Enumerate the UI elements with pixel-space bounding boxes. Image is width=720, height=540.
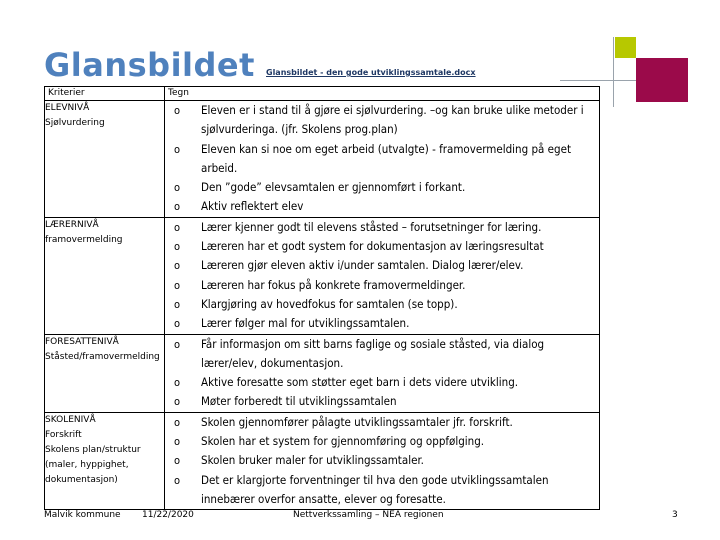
bullet-icon: o bbox=[174, 415, 181, 429]
sign-item bbox=[165, 413, 599, 432]
sign-item bbox=[165, 197, 599, 216]
sign-item bbox=[165, 256, 599, 275]
sign-item bbox=[165, 471, 599, 510]
criteria-line: FORESATTENIVÅ bbox=[45, 336, 119, 347]
bullet-icon: o bbox=[174, 376, 181, 390]
sign-item bbox=[165, 178, 599, 197]
table-row bbox=[45, 217, 600, 334]
signs-list bbox=[165, 335, 599, 412]
sign-item bbox=[165, 432, 599, 451]
criteria-cell bbox=[45, 412, 165, 509]
decor-green-square bbox=[615, 37, 636, 58]
bullet-icon: o bbox=[174, 220, 181, 234]
decor-purple-square bbox=[636, 58, 688, 102]
sign-item bbox=[165, 392, 599, 411]
bullet-icon: o bbox=[174, 259, 181, 273]
bullet-icon: o bbox=[174, 454, 181, 468]
sign-item bbox=[165, 218, 599, 237]
sign-text: Lærer følger mal for utviklingssamtalen. bbox=[201, 316, 410, 331]
sign-text: Eleven er i stand til å gjøre ei sjølvurdering. –og kan bruke ulike metoder i sjølvurderinga. (jfr. Skolens prog.plan) bbox=[201, 103, 584, 137]
signs-cell bbox=[165, 217, 600, 334]
sign-item bbox=[165, 140, 599, 179]
sign-text: Læreren gjør eleven aktiv i/under samtalen. Dialog lærer/elev. bbox=[201, 258, 524, 273]
header-criteria: Kriterier bbox=[45, 87, 165, 101]
bullet-icon: o bbox=[174, 240, 181, 254]
signs-cell bbox=[165, 412, 600, 509]
signs-list bbox=[165, 413, 599, 509]
criteria-cell bbox=[45, 217, 165, 334]
footer-date: 11/22/2020 bbox=[142, 510, 194, 520]
criteria-line: framovermelding bbox=[45, 234, 123, 245]
bullet-icon: o bbox=[174, 395, 181, 409]
page-title: Glansbildet bbox=[44, 46, 255, 84]
sign-text: Den ”gode” elevsamtalen er gjennomført i forkant. bbox=[201, 180, 466, 195]
criteria-line: Skolens plan/struktur (maler, hyppighet, dokumentasjon) bbox=[45, 444, 141, 485]
bullet-icon: o bbox=[174, 200, 181, 214]
criteria-line: ELEVNIVÅ bbox=[45, 103, 90, 113]
bullet-icon: o bbox=[174, 317, 181, 331]
bullet-icon: o bbox=[174, 337, 181, 351]
sign-text: Skolen bruker maler for utviklingssamtaler. bbox=[201, 453, 424, 468]
sign-text: Det er klargjorte forventninger til hva den gode utviklingssamtalen innebærer overfor ansatte, elever og foresatte. bbox=[201, 472, 549, 506]
sign-item bbox=[165, 335, 599, 374]
sign-item bbox=[165, 451, 599, 470]
signs-list bbox=[165, 101, 599, 217]
sign-item bbox=[165, 373, 599, 392]
sign-item bbox=[165, 237, 599, 256]
sign-text: Får informasjon om sitt barns faglige og sosiale ståsted, via dialog lærer/elev, dokumentasjon. bbox=[201, 336, 545, 370]
sign-text: Aktiv reflektert elev bbox=[201, 199, 304, 214]
sign-text: Skolen har et system for gjennomføring og oppfølging. bbox=[201, 434, 485, 449]
sign-item bbox=[165, 295, 599, 314]
decor-vertical-line bbox=[613, 37, 614, 107]
sign-text: Eleven kan si noe om eget arbeid (utvalgte) - framovermelding på eget arbeid. bbox=[201, 141, 571, 175]
criteria-line: Ståsted/framovermelding bbox=[45, 351, 160, 362]
table-row bbox=[45, 334, 600, 412]
sign-text: Læreren har et godt system for dokumentasjon av læringsresultat bbox=[201, 239, 544, 254]
footer-page-number: 3 bbox=[672, 510, 678, 520]
criteria-cell bbox=[45, 334, 165, 412]
sign-text: Læreren har fokus på konkrete framovermeldinger. bbox=[201, 277, 466, 292]
sign-text: Møter forberedt til utviklingssamtalen bbox=[201, 394, 397, 409]
criteria-cell bbox=[45, 101, 165, 218]
sign-text: Klargjøring av hovedfokus for samtalen (se topp). bbox=[201, 296, 458, 311]
bullet-icon: o bbox=[174, 297, 181, 311]
criteria-line: Forskrift bbox=[45, 429, 82, 440]
sign-text: Lærer kjenner godt til elevens ståsted – forutsetninger for læring. bbox=[201, 219, 542, 234]
bullet-icon: o bbox=[174, 473, 181, 487]
bullet-icon: o bbox=[174, 142, 181, 156]
header-signs: Tegn bbox=[165, 87, 600, 101]
bullet-icon: o bbox=[174, 181, 181, 195]
table-row bbox=[45, 101, 600, 218]
bullet-icon: o bbox=[174, 104, 181, 117]
sign-item bbox=[165, 314, 599, 333]
criteria-table bbox=[44, 86, 600, 510]
criteria-line: LÆRERNIVÅ bbox=[45, 219, 99, 230]
sign-item bbox=[165, 276, 599, 295]
table-header-row bbox=[45, 87, 600, 101]
footer-event: Nettverkssamling – NEA regionen bbox=[293, 510, 444, 520]
sign-text: Skolen gjennomfører pålagte utviklingssamtaler jfr. forskrift. bbox=[201, 414, 513, 429]
footer-org: Malvik kommune bbox=[44, 510, 121, 520]
signs-cell bbox=[165, 334, 600, 412]
table-row bbox=[45, 412, 600, 509]
criteria-line: Sjølvurdering bbox=[45, 118, 105, 128]
bullet-icon: o bbox=[174, 435, 181, 449]
sign-item bbox=[165, 101, 599, 140]
criteria-line: SKOLENIVÅ bbox=[45, 414, 96, 425]
signs-cell bbox=[165, 101, 600, 218]
bullet-icon: o bbox=[174, 278, 181, 292]
signs-list bbox=[165, 218, 599, 334]
sign-text: Aktive foresatte som støtter eget barn i dets videre utvikling. bbox=[201, 375, 519, 390]
document-link[interactable]: Glansbildet - den gode utviklingssamtale.docx bbox=[266, 68, 476, 77]
